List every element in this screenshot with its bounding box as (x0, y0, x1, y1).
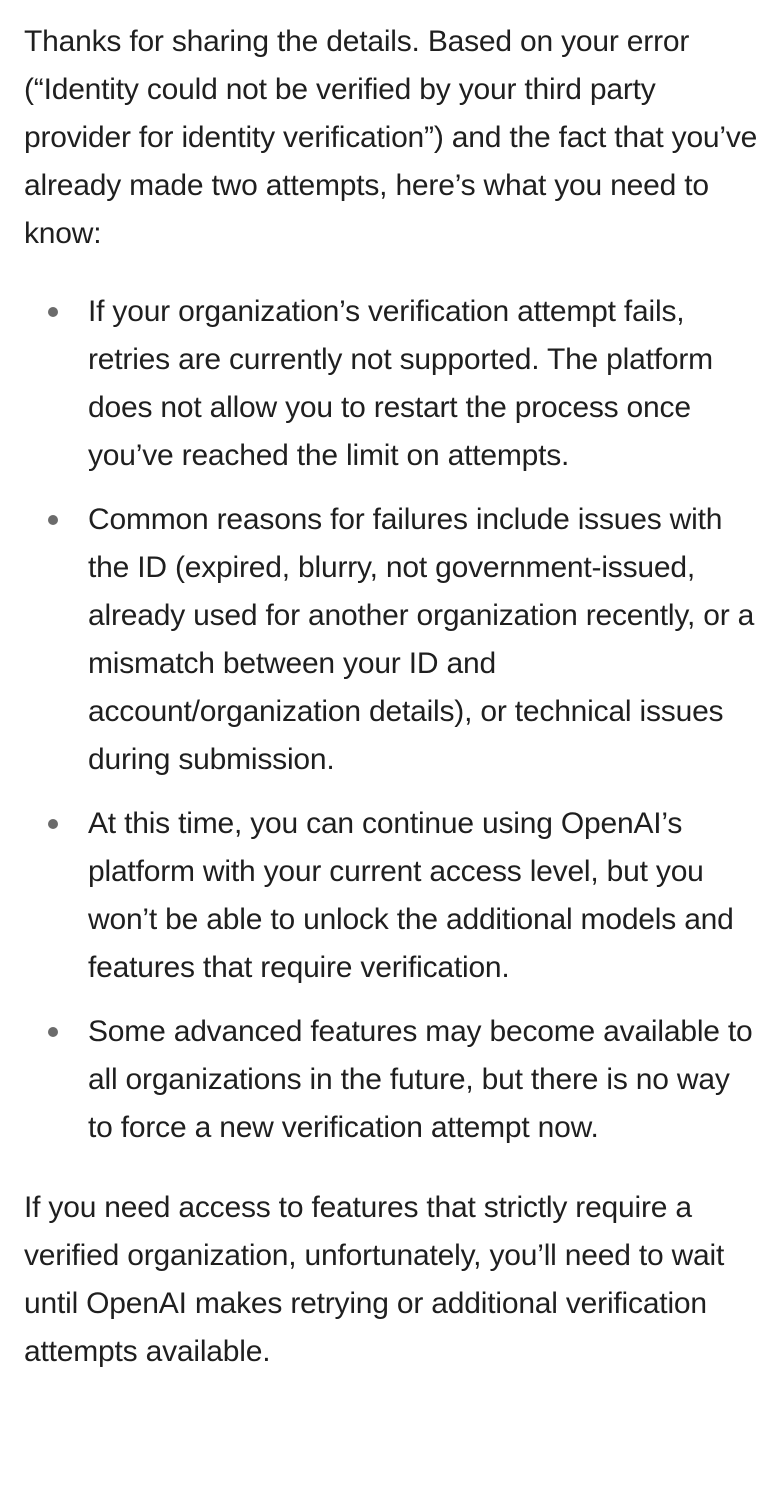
assistant-message (24, 18, 760, 1376)
list-item-text: If your organization’s verification attempt fails, retries are currently not supported. The platform does not allow you to restart the process once you’ve reached the limit on attempts. (88, 295, 713, 472)
list-item (24, 288, 760, 480)
bullet-icon (48, 307, 58, 317)
bullet-icon (48, 1027, 58, 1037)
bullet-icon (48, 515, 58, 525)
intro-paragraph: Thanks for sharing the details. Based on your error (“Identity could not be verified by your third party provider for identity verification”) and the fact that you’ve already made two attempts, here’s what you need to know: (24, 25, 758, 250)
list-item-text: At this time, you can continue using OpenAI’s platform with your current access level, but you won’t be able to unlock the additional models and features that require verification. (88, 807, 734, 984)
list-item (24, 496, 760, 784)
list-item-text: Some advanced features may become available to all organizations in the future, but there is no way to force a new verification attempt now. (88, 1015, 753, 1144)
list-item (24, 1008, 760, 1152)
list-item (24, 800, 760, 992)
bullet-icon (48, 819, 58, 829)
bullet-list (24, 288, 760, 1152)
outro-paragraph: If you need access to features that strictly require a verified organization, unfortunately, you’ll need to wait until OpenAI makes retrying or additional verification attempts available. (24, 1191, 725, 1368)
list-item-text: Common reasons for failures include issues with the ID (expired, blurry, not government-issued, already used for another organization recently, or a mismatch between your ID and account/organization details), or technical issues during submission. (88, 503, 755, 776)
